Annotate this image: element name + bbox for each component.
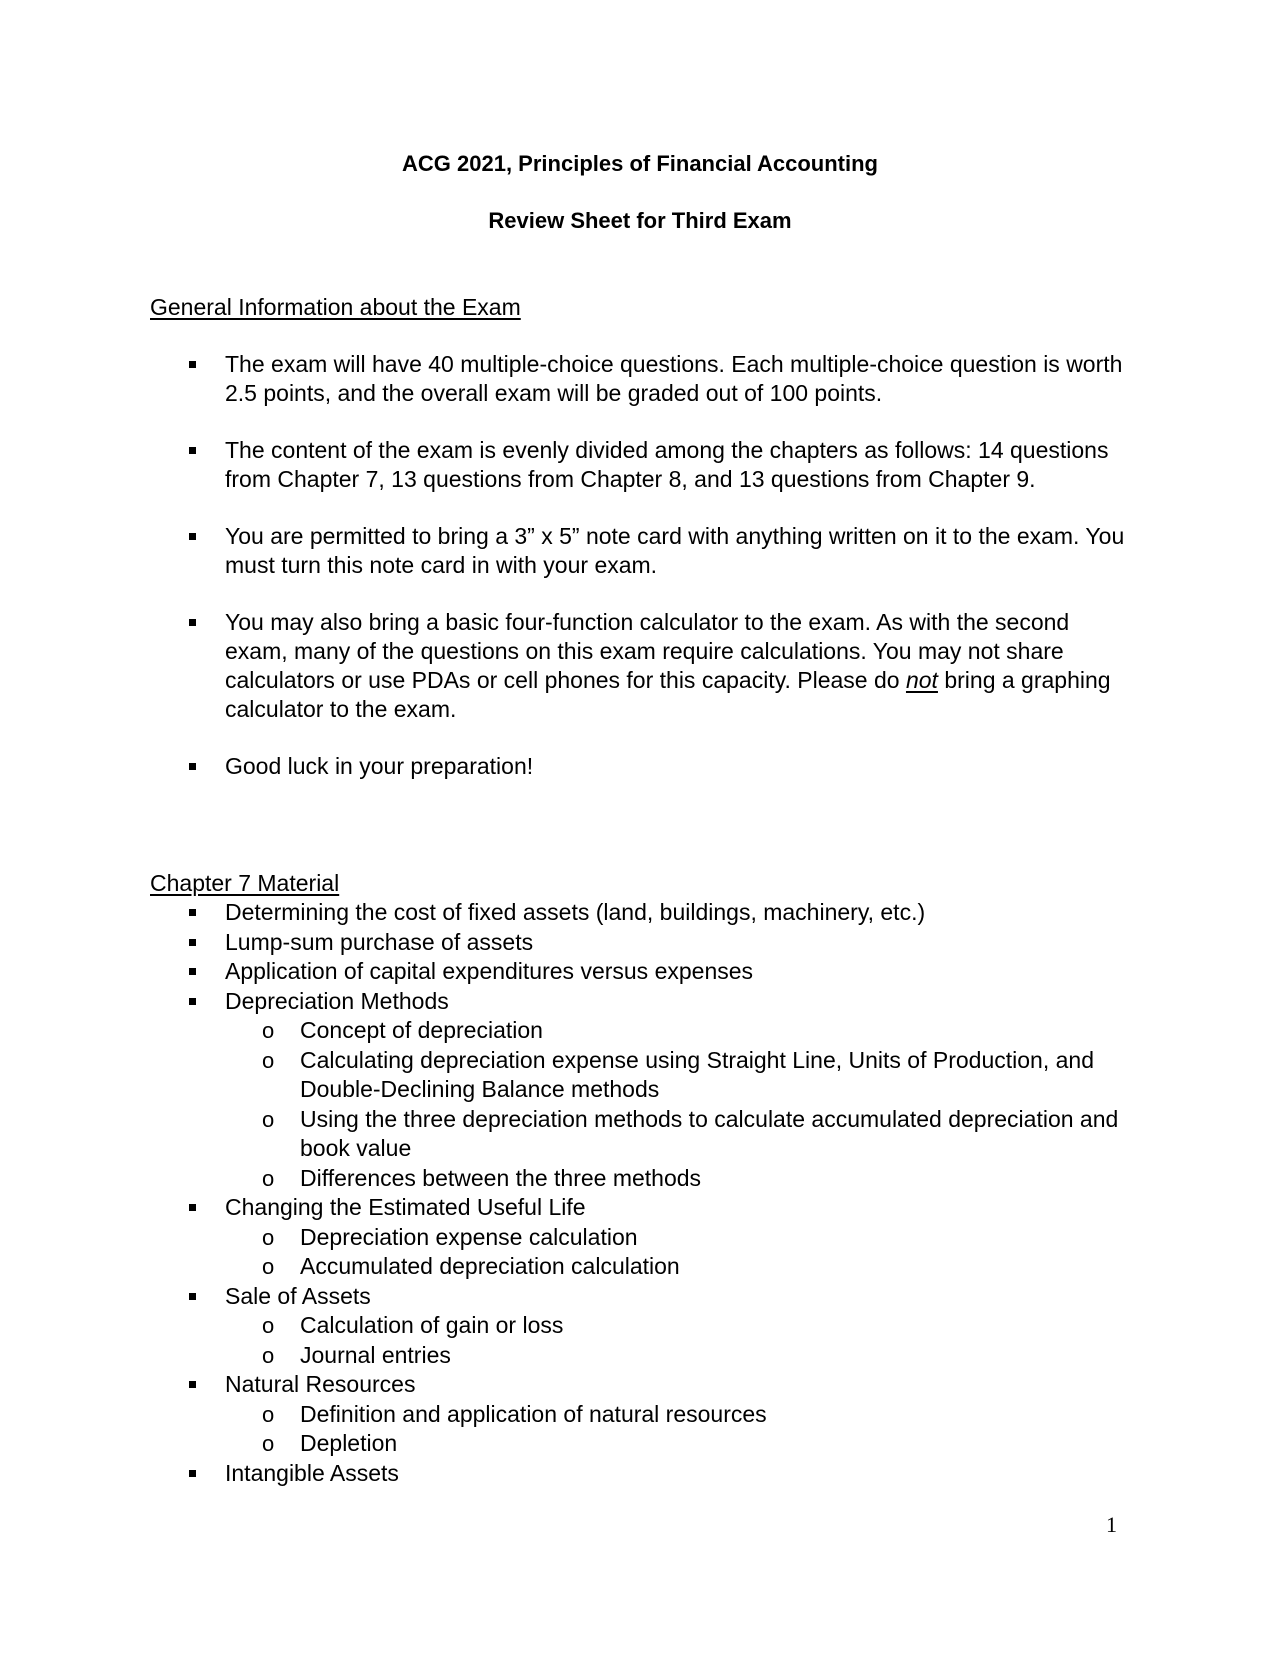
sub-list-item-text: Depletion (300, 1430, 398, 1456)
document-subtitle: Review Sheet for Third Exam (488, 208, 792, 233)
list-item-text: Application of capital expenditures versus expenses (225, 958, 754, 984)
list-item-text: Natural Resources (225, 1371, 416, 1397)
square-bullet-icon (189, 1381, 196, 1388)
square-bullet-icon (189, 447, 196, 454)
sub-list-item-text: Using the three depreciation methods to calculate accumulated depreciation and book value (300, 1105, 1119, 1161)
sub-list-item (150, 1105, 1125, 1164)
general-info-heading: General Information about the Exam (150, 294, 521, 320)
circle-bullet-icon: o (262, 1313, 275, 1338)
list-item (150, 928, 1125, 958)
list-item-text: Sale of Assets (225, 1282, 371, 1309)
circle-bullet-icon: o (262, 1401, 275, 1427)
circle-bullet-icon: o (262, 1165, 275, 1191)
sub-list-item-text: Calculating depreciation expense using Straight Line, Units of Production, and Double-Declining Balance methods (300, 1046, 1094, 1102)
sub-list-item-text: Concept of depreciation (300, 1017, 543, 1043)
chapter7-list (150, 898, 1125, 1488)
circle-bullet-icon: o (262, 1018, 275, 1043)
sub-list-item-text: Accumulated depreciation calculation (300, 1253, 680, 1279)
list-item (150, 752, 1125, 781)
list-item (150, 1370, 1125, 1400)
list-item-text: You may also bring a basic four-function calculator to the exam. As with the second exam, many of the questions on this exam require calculations. You may not share calculators or use PDAs or cell phones for this capacity. Please do (225, 609, 1070, 693)
list-item-text: Depreciation Methods (225, 987, 449, 1014)
square-bullet-icon (189, 939, 196, 946)
sub-list-item (150, 1223, 1125, 1253)
square-bullet-icon (189, 1293, 196, 1300)
square-bullet-icon (189, 619, 196, 626)
list-item (150, 608, 1125, 724)
page-number: 1 (1106, 1512, 1117, 1537)
sub-list-item (150, 1252, 1125, 1282)
square-bullet-icon (189, 968, 196, 975)
square-bullet-icon (189, 533, 196, 540)
square-bullet-icon (189, 361, 196, 368)
list-item (150, 1193, 1125, 1223)
square-bullet-icon (189, 763, 196, 770)
circle-bullet-icon: o (262, 1106, 275, 1132)
sub-list-item (150, 1046, 1125, 1105)
circle-bullet-icon: o (262, 1254, 275, 1279)
list-item-text: Changing the Estimated Useful Life (225, 1194, 586, 1220)
sub-list-item-text: Differences between the three methods (300, 1164, 702, 1191)
sub-list-item (150, 1016, 1125, 1046)
sub-list-item-text: Journal entries (300, 1341, 451, 1368)
list-item-text: bring a graphing calculator to the exam. (225, 667, 1111, 722)
sub-list-item (150, 1311, 1125, 1341)
list-item (150, 522, 1125, 580)
sub-list-item (150, 1429, 1125, 1459)
list-item-text: Good luck in your preparation! (225, 753, 534, 779)
list-item-text: Lump-sum purchase of assets (225, 928, 534, 955)
sub-list-item (150, 1164, 1125, 1194)
list-item-text: The exam will have 40 multiple-choice questions. Each multiple-choice question is worth 2.5 points, and the overall exam will be graded out of 100 points. (225, 351, 1123, 406)
square-bullet-icon (189, 909, 196, 916)
square-bullet-icon (189, 1204, 196, 1211)
sub-list-item-text: Definition and application of natural resources (300, 1400, 767, 1427)
list-item-text: The content of the exam is evenly divided among the chapters as follows: 14 questions from Chapter 7, 13 questions from Chapter 8, and 13 questions from Chapter 9. (225, 437, 1109, 492)
circle-bullet-icon: o (262, 1047, 275, 1073)
circle-bullet-icon: o (262, 1224, 275, 1250)
sub-list-item-text: Depreciation expense calculation (300, 1223, 638, 1250)
list-item (150, 898, 1125, 928)
list-item (150, 1282, 1125, 1312)
emphasis-not: not (905, 667, 938, 693)
list-item-text: Determining the cost of fixed assets (land, buildings, machinery, etc.) (225, 899, 926, 925)
document-title: ACG 2021, Principles of Financial Accounting (402, 151, 878, 176)
square-bullet-icon (189, 1470, 196, 1477)
list-item (150, 436, 1125, 494)
circle-bullet-icon: o (262, 1431, 275, 1456)
list-item (150, 350, 1125, 408)
list-item (150, 957, 1125, 987)
general-info-list (150, 350, 1125, 781)
list-item-text: You are permitted to bring a 3” x 5” note card with anything written on it to the exam. You must turn this note card in with your exam. (225, 523, 1125, 578)
square-bullet-icon (189, 998, 196, 1005)
list-item (150, 987, 1125, 1017)
list-item-text: Intangible Assets (225, 1459, 399, 1486)
circle-bullet-icon: o (262, 1342, 275, 1368)
list-item (150, 1459, 1125, 1489)
chapter7-heading: Chapter 7 Material (150, 870, 340, 896)
sub-list-item (150, 1400, 1125, 1430)
sub-list-item-text: Calculation of gain or loss (300, 1312, 564, 1338)
sub-list-item (150, 1341, 1125, 1371)
